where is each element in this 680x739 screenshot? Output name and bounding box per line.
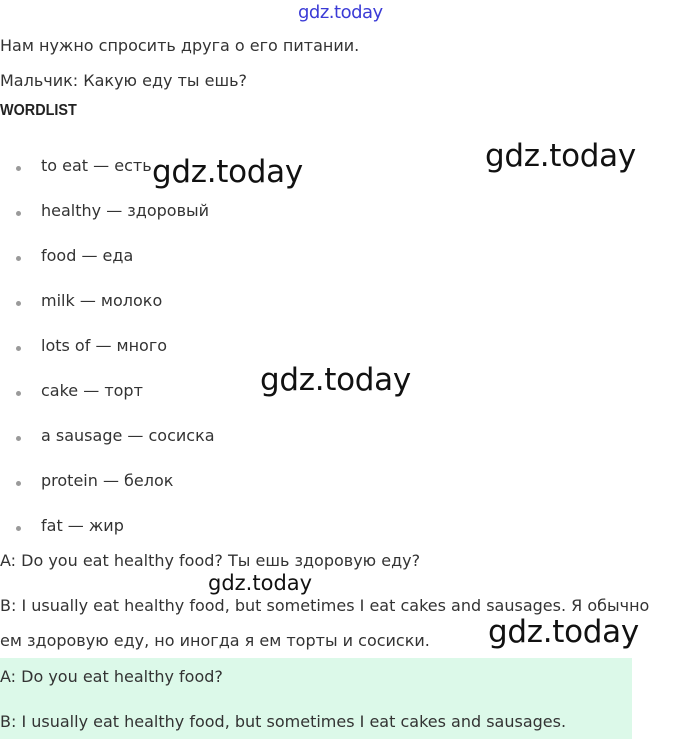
bullet-icon	[16, 256, 21, 261]
dialogue-line: B: I usually eat healthy food, but sometimes I eat cakes and sausages. Я обычно	[0, 596, 650, 615]
list-item-label: healthy — здоровый	[41, 201, 210, 220]
bullet-icon	[16, 481, 21, 486]
bullet-icon	[16, 211, 21, 216]
list-item-label: cake — торт	[41, 381, 143, 400]
list-item-label: food — еда	[41, 246, 134, 265]
watermark: gdz.today	[488, 614, 639, 650]
bullet-icon	[16, 436, 21, 441]
bullet-icon	[16, 166, 21, 171]
answer-box	[0, 658, 632, 739]
list-item-label: milk — молоко	[41, 291, 163, 310]
watermark: gdz.today	[485, 138, 636, 174]
bullet-icon	[16, 526, 21, 531]
answer-line: A: Do you eat healthy food?	[0, 667, 223, 686]
dialogue-line: A: Do you eat healthy food? Ты ешь здоровую еду?	[0, 551, 421, 570]
watermark: gdz.today	[260, 362, 411, 398]
intro-line: Мальчик: Какую еду ты ешь?	[0, 71, 248, 90]
watermark: gdz.today	[208, 571, 313, 595]
wordlist-heading: WORDLIST	[0, 102, 77, 119]
list-item-label: a sausage — сосиска	[41, 426, 215, 445]
site-logo: gdz.today	[298, 2, 383, 23]
list-item-label: fat — жир	[41, 516, 124, 535]
intro-line: Нам нужно спросить друга о его питании.	[0, 36, 360, 55]
list-item-label: lots of — много	[41, 336, 168, 355]
list-item-label: to eat — есть	[41, 156, 152, 175]
dialogue-line: ем здоровую еду, но иногда я ем торты и сосиски.	[0, 631, 430, 650]
list-item-label: protein — белок	[41, 471, 174, 490]
answer-line: B: I usually eat healthy food, but sometimes I eat cakes and sausages.	[0, 712, 567, 731]
watermark: gdz.today	[152, 154, 303, 190]
bullet-icon	[16, 301, 21, 306]
bullet-icon	[16, 391, 21, 396]
bullet-icon	[16, 346, 21, 351]
